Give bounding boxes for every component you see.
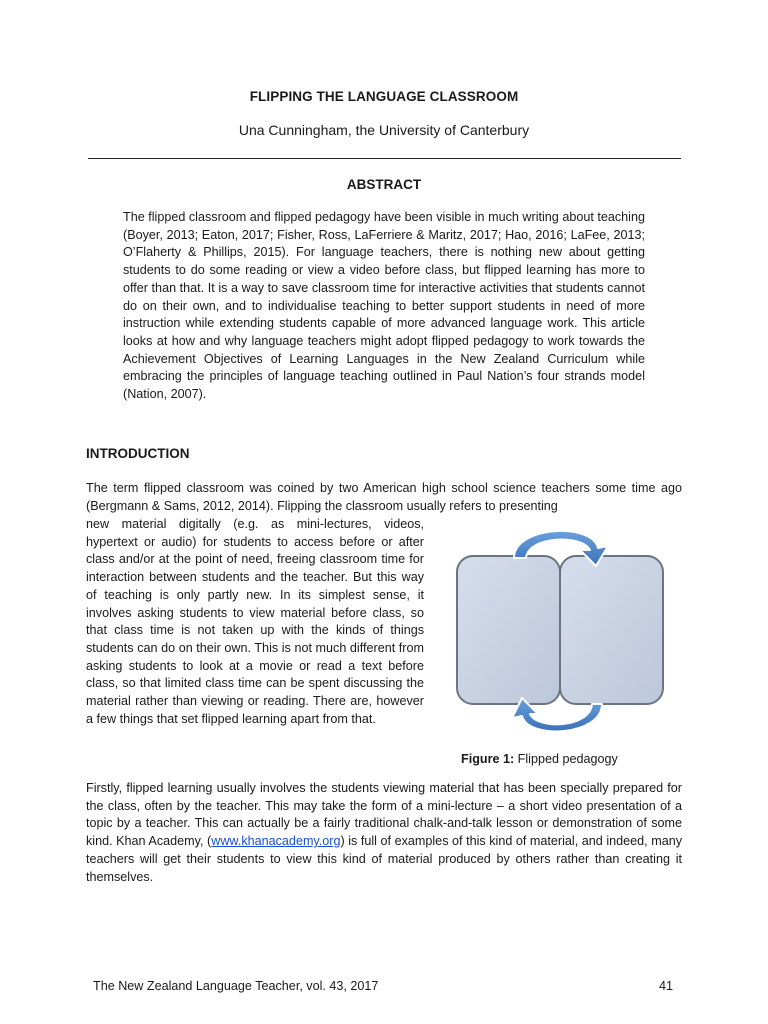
flipped-pedagogy-figure bbox=[452, 518, 667, 748]
intro-paragraph-1-wrapped: new material digitally (e.g. as mini-lectures, videos, hypertext or audio) for students to access before or after class and/or at the point of need, freeing classroom time for interaction between students and the teacher. But this way of teaching is only partly new. In its simplest sense, it involves asking students to view material before class, so that class time is not taken up with the kinds of things students can do on their own. This is not much different from asking students to look at a movie or read a text before class, so that limited class time can be spent discussing the material rather than viewing or reading. There are, however a few things that set flipped learning apart from that. bbox=[86, 517, 424, 726]
document-title: FLIPPING THE LANGUAGE CLASSROOM bbox=[249, 89, 519, 104]
author-line: Una Cunningham, the University of Canterbury bbox=[238, 122, 530, 138]
figure-caption-text: Flipped pedagogy bbox=[514, 752, 618, 766]
abstract-heading: ABSTRACT bbox=[346, 177, 422, 192]
intro-p2-after: ) is full of examples of this kind of material, and indeed, many teachers will get their students to view this kind of material produced by others rather than creating it themselves. bbox=[86, 834, 682, 884]
intro-paragraph-1-lead: The term flipped classroom was coined by two American high school science teachers some time ago (Bergmann & Sams, 2012, 2014). Flipping the classroom usually refers to presenting bbox=[86, 481, 682, 513]
figure-caption bbox=[461, 752, 618, 766]
footer-page-number: 41 bbox=[659, 979, 674, 993]
footer-journal: The New Zealand Language Teacher, vol. 43, 2017 bbox=[93, 979, 379, 993]
right-panel bbox=[560, 556, 663, 704]
intro-p2-before: Firstly, flipped learning usually involves the students viewing material that has been specially prepared for the class, often by the teacher. This may take the form of a mini-lecture – a short video presentation of a topic by a teacher. This can actually be a fairly traditional chalk-and-talk lesson or demonstration of some kind. Khan Academy, ( bbox=[86, 781, 682, 849]
title-divider bbox=[88, 158, 681, 159]
left-panel bbox=[457, 556, 560, 704]
abstract-paragraph: The flipped classroom and flipped pedagogy have been visible in much writing about teaching (Boyer, 2013; Eaton, 2017; Fisher, Ross, LaFerriere & Maritz, 2017; Hao, 2016; LaFee, 2013; O’Flaherty & Phillips, 2015). For language teachers, there is nothing new about getting students to do some reading or view a video before class, but flipped learning has more to offer than that. It is a way to save classroom time for interactive activities that students cannot do on their own, and to individualise teaching to better support students in need of more instruction while extending students capable of more advanced language work. This article looks at how and why language teachers might adopt flipped pedagogy to work towards the Achievement Objectives of Learning Languages in the New Zealand Curriculum while embracing the principles of language teaching outlined in Paul Nation’s four strands model (Nation, 2007). bbox=[123, 210, 645, 402]
figure-label: Figure 1: bbox=[461, 752, 515, 766]
intro-paragraph-2 bbox=[86, 780, 682, 886]
khan-academy-link[interactable]: www.khanacademy.org bbox=[211, 834, 341, 849]
introduction-heading: INTRODUCTION bbox=[86, 446, 190, 461]
